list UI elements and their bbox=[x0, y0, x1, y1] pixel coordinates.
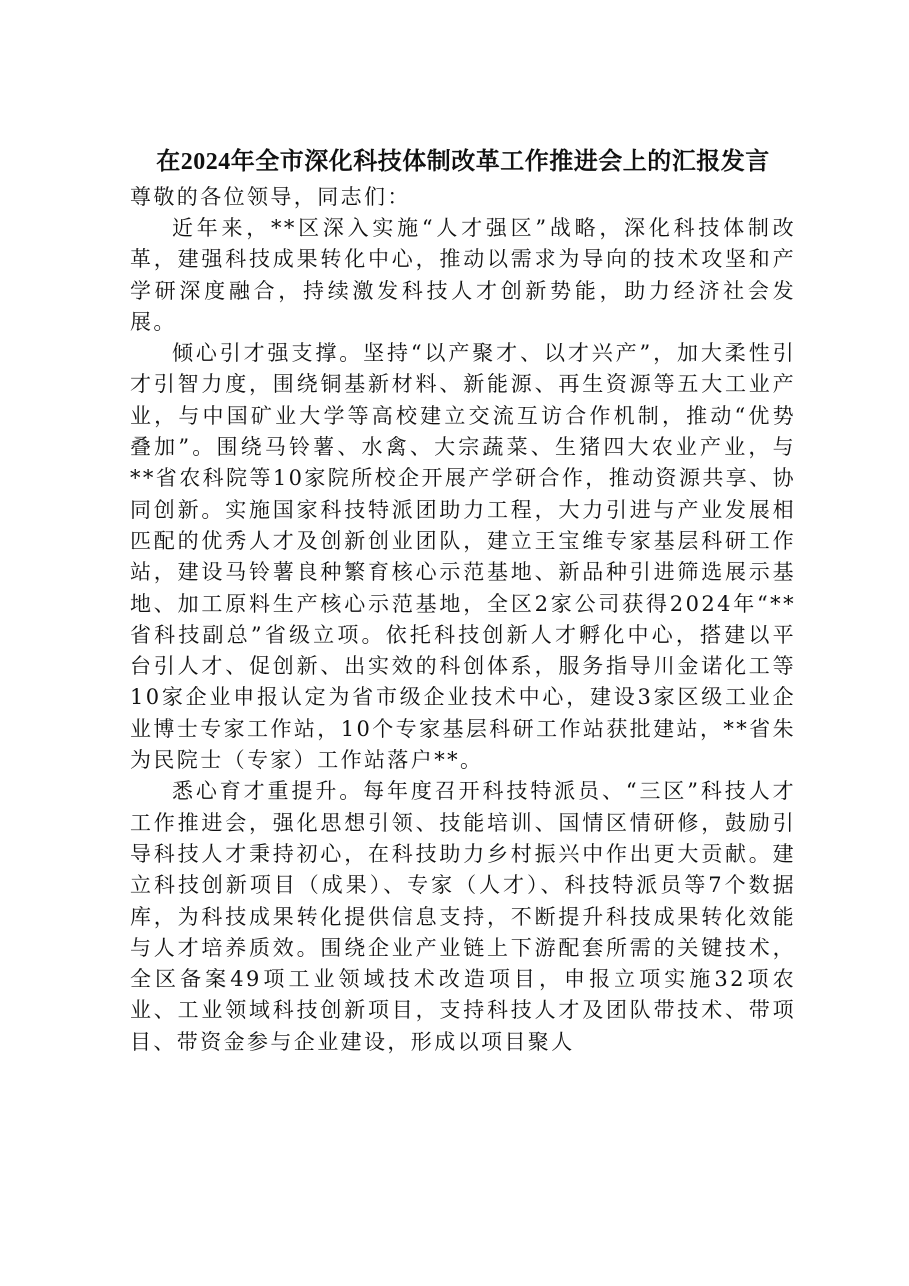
paragraph-talent-cultivation: 悉心育才重提升。每年度召开科技特派员、“三区”科技人才工作推进会，强化思想引领、技能培训、国情区情研修，鼓励引导科技人才秉持初心，在科技助力乡村振兴中作出更大贡献。建立科技创新项目（成果）、专家（人才）、科技特派员等7个数据库，为科技成果转化提供信息支持，不断提升科技成果转化效能与人才培养质效。围绕企业产业链上下游配套所需的关键技术，全区备案49项工业领域技术改造项目，申报立项实施32项农业、工业领域科技创新项目，支持科技人才及团队带技术、带项目、带资金参与企业建设，形成以项目聚人 bbox=[130, 779, 796, 1054]
document-body bbox=[130, 142, 796, 1058]
paragraph-talent-attraction: 倾心引才强支撑。坚持“以产聚才、以才兴产”，加大柔性引才引智力度，围绕铜基新材料、新能源、再生资源等五大工业产业，与中国矿业大学等高校建立交流互访合作机制，推动“优势叠加”。围绕马铃薯、水禽、大宗蔬菜、生猪四大农业产业，与**省农科院等10家院所校企开展产学研合作，推动资源共享、协同创新。实施国家科技特派团助力工程，大力引进与产业发展相匹配的优秀人才及创新创业团队，建立王宝维专家基层科研工作站，建设马铃薯良种繁育核心示范基地、新品种引进筛选展示基地、加工原料生产核心示范基地，全区2家公司获得2024年“**省科技副总”省级立项。依托科技创新人才孵化中心，搭建以平台引人才、促创新、出实效的科创体系，服务指导川金诺化工等10家企业申报认定为省市级企业技术中心，建设3家区级工业企业博士专家工作站，10个专家基层科研工作站获批建站，**省朱为民院士（专家）工作站落户**。 bbox=[130, 341, 796, 773]
paragraph-intro: 近年来，**区深入实施“人才强区”战略，深化科技体制改革，建强科技成果转化中心，推动以需求为导向的技术攻坚和产学研深度融合，持续激发科技人才创新势能，助力经济社会发展。 bbox=[130, 216, 796, 334]
salutation: 尊敬的各位领导，同志们： bbox=[130, 185, 411, 209]
document-title: 在2024年全市深化科技体制改革工作推进会上的汇报发言 bbox=[156, 149, 770, 175]
